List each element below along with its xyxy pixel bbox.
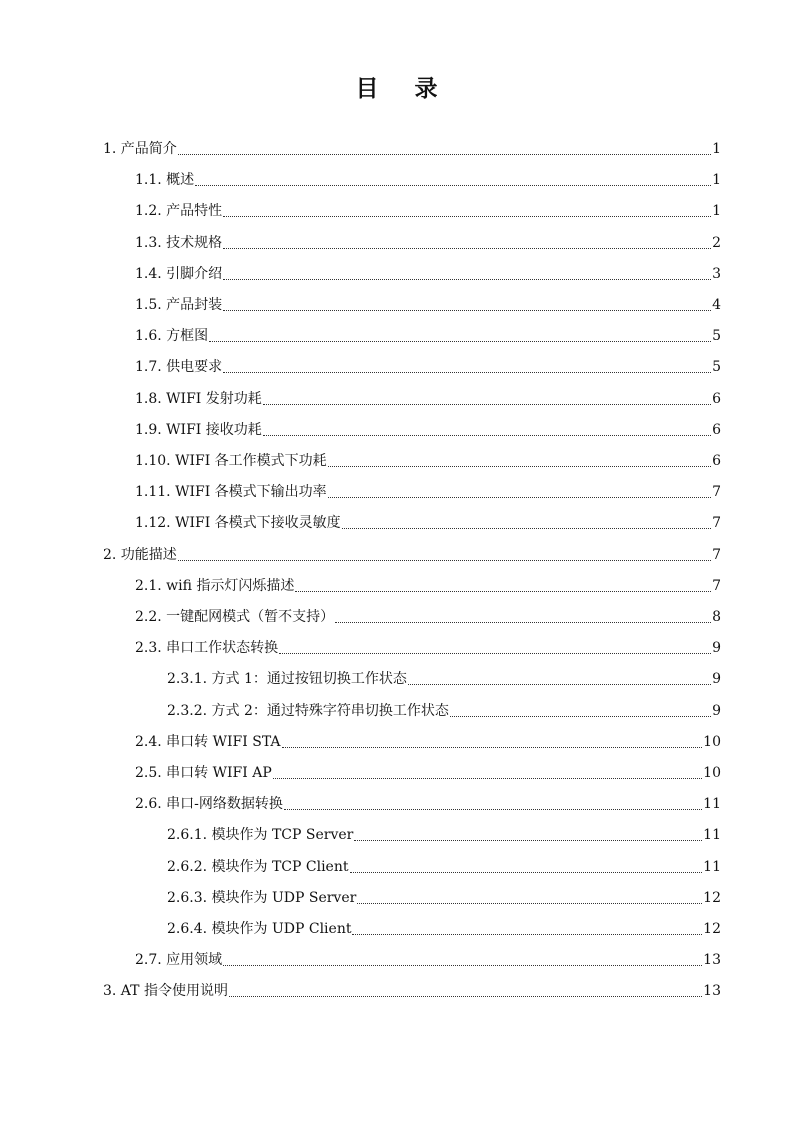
toc-dot-leader [279, 652, 711, 654]
toc-entry-page-number: 2 [712, 234, 721, 251]
toc-entry-page-number: 1 [712, 141, 721, 157]
toc-entry[interactable] [135, 389, 721, 409]
toc-dot-leader [223, 964, 702, 966]
toc-entry-label: 2.6. 串口-网络数据转换 [135, 796, 283, 813]
toc-entry-page-number: 8 [712, 609, 721, 625]
toc-entry[interactable] [135, 638, 721, 658]
toc-entry[interactable] [135, 420, 721, 440]
toc-entry-label: 2.7. 应用领域 [135, 952, 223, 969]
toc-entry-label: 2. 功能描述 [103, 546, 177, 563]
toc-entry[interactable] [167, 857, 721, 877]
toc-entry-page-number: 3 [712, 265, 721, 282]
toc-entry-page-number: 1 [712, 172, 721, 189]
toc-entry[interactable] [135, 201, 721, 221]
toc-entry-label: 1.7. 供电要求 [135, 359, 223, 376]
toc-dot-leader [328, 465, 711, 467]
toc-dot-leader [354, 839, 702, 841]
toc-entry-page-number: 13 [703, 952, 721, 969]
toc-entry[interactable] [135, 170, 721, 190]
toc-dot-leader [223, 278, 711, 280]
toc-dot-leader [223, 247, 711, 249]
toc-entry-label: 1.8. WIFI 发射功耗 [135, 390, 262, 407]
toc-dot-leader [450, 715, 711, 717]
toc-entry-page-number: 11 [703, 796, 721, 813]
page-title: 目 录 [355, 76, 452, 102]
toc-entry-label: 1.2. 产品特性 [135, 203, 223, 220]
toc-dot-leader [342, 527, 711, 529]
toc-entry-page-number: 12 [703, 889, 721, 906]
toc-entry-page-number: 7 [712, 484, 721, 501]
toc-entry-page-number: 4 [712, 297, 721, 313]
toc-entry-label: 1.6. 方框图 [135, 328, 209, 345]
toc-dot-leader [357, 902, 702, 904]
toc-entry[interactable] [135, 763, 721, 783]
toc-dot-leader [178, 559, 711, 561]
toc-entry[interactable] [135, 607, 721, 627]
toc-entry-page-number: 12 [703, 921, 721, 937]
toc-entry[interactable] [103, 139, 721, 159]
toc-dot-leader [352, 933, 702, 935]
toc-dot-leader [223, 215, 711, 217]
toc-entry[interactable] [167, 825, 721, 845]
toc-dot-leader [178, 153, 711, 155]
toc-entry-page-number: 1 [712, 203, 721, 220]
toc-entry[interactable] [103, 981, 721, 1001]
toc-dot-leader [195, 184, 711, 186]
toc-entry-page-number: 5 [712, 328, 721, 345]
toc-entry[interactable] [167, 669, 721, 689]
toc-entry-label: 2.6.2. 模块作为 TCP Client [167, 858, 349, 875]
toc-entry-label: 2.3. 串口工作状态转换 [135, 640, 279, 657]
toc-dot-leader [408, 683, 711, 685]
toc-entry-label: 1. 产品简介 [103, 141, 177, 157]
toc-entry-page-number: 11 [703, 827, 721, 844]
toc-dot-leader [209, 340, 711, 342]
toc-entry[interactable] [135, 326, 721, 346]
toc-entry-page-number: 6 [712, 421, 721, 438]
toc-entry-page-number: 10 [703, 765, 721, 781]
toc-entry-label: 3. AT 指令使用说明 [103, 983, 228, 1000]
toc-entry[interactable] [135, 950, 721, 970]
toc-entry-page-number: 5 [712, 359, 721, 376]
toc-entry-label: 2.5. 串口转 WIFI AP [135, 765, 272, 781]
toc-entry-page-number: 7 [712, 515, 721, 532]
toc-dot-leader [263, 434, 711, 436]
toc-entry[interactable] [135, 482, 721, 502]
toc-entry[interactable] [167, 888, 721, 908]
toc-entry-page-number: 7 [712, 577, 721, 594]
toc-dot-leader [223, 371, 711, 373]
toc-entry-label: 1.10. WIFI 各工作模式下功耗 [135, 453, 327, 469]
toc-entry-page-number: 6 [712, 453, 721, 469]
toc-entry-label: 1.5. 产品封装 [135, 297, 223, 313]
toc-dot-leader [284, 808, 702, 810]
toc-entry-label: 1.1. 概述 [135, 172, 195, 189]
toc-entry-label: 2.3.1. 方式 1：通过按钮切换工作状态 [167, 671, 407, 688]
toc-entry[interactable] [135, 576, 721, 596]
toc-entry-label: 1.11. WIFI 各模式下输出功率 [135, 484, 327, 501]
toc-dot-leader [223, 309, 711, 311]
toc-entry-page-number: 9 [712, 702, 721, 719]
toc-entry[interactable] [135, 794, 721, 814]
toc-entry[interactable] [135, 513, 721, 533]
toc-entry-page-number: 6 [712, 390, 721, 407]
toc-entry[interactable] [135, 264, 721, 284]
toc-entry-label: 2.4. 串口转 WIFI STA [135, 733, 281, 750]
toc-entry[interactable] [135, 451, 721, 471]
toc-dot-leader [328, 496, 711, 498]
toc-entry-label: 2.6.3. 模块作为 UDP Server [167, 889, 357, 906]
toc-entry-label: 2.6.1. 模块作为 TCP Server [167, 827, 354, 844]
toc-entry-label: 1.9. WIFI 接收功耗 [135, 421, 262, 438]
toc-entry[interactable] [167, 701, 721, 721]
toc-entry-page-number: 7 [712, 546, 721, 563]
toc-dot-leader [335, 621, 711, 623]
toc-entry-page-number: 9 [712, 640, 721, 657]
toc-entry[interactable] [103, 545, 721, 565]
toc-entry-label: 1.4. 引脚介绍 [135, 265, 223, 282]
toc-entry-label: 2.6.4. 模块作为 UDP Client [167, 921, 352, 937]
toc-dot-leader [282, 746, 703, 748]
toc-entry-page-number: 10 [703, 733, 721, 750]
toc-entry[interactable] [135, 295, 721, 315]
toc-entry-label: 2.2. 一键配网模式（暂不支持） [135, 609, 335, 625]
toc-entry-page-number: 13 [703, 983, 721, 1000]
toc-entry-label: 2.3.2. 方式 2：通过特殊字符串切换工作状态 [167, 702, 449, 719]
toc-dot-leader [273, 777, 702, 779]
toc-entry-label: 1.3. 技术规格 [135, 234, 223, 251]
toc-dot-leader [229, 995, 702, 997]
toc-entry[interactable] [135, 357, 721, 377]
toc-entry[interactable] [135, 233, 721, 253]
toc-entry-label: 1.12. WIFI 各模式下接收灵敏度 [135, 515, 341, 532]
toc-entry[interactable] [167, 919, 721, 939]
toc-dot-leader [295, 590, 711, 592]
toc-dot-leader [350, 871, 703, 873]
toc-entry-page-number: 9 [712, 671, 721, 688]
toc-entry-page-number: 11 [703, 858, 721, 875]
toc-entry-label: 2.1. wifi 指示灯闪烁描述 [135, 577, 295, 594]
toc-dot-leader [263, 403, 711, 405]
toc-entry[interactable] [135, 732, 721, 752]
